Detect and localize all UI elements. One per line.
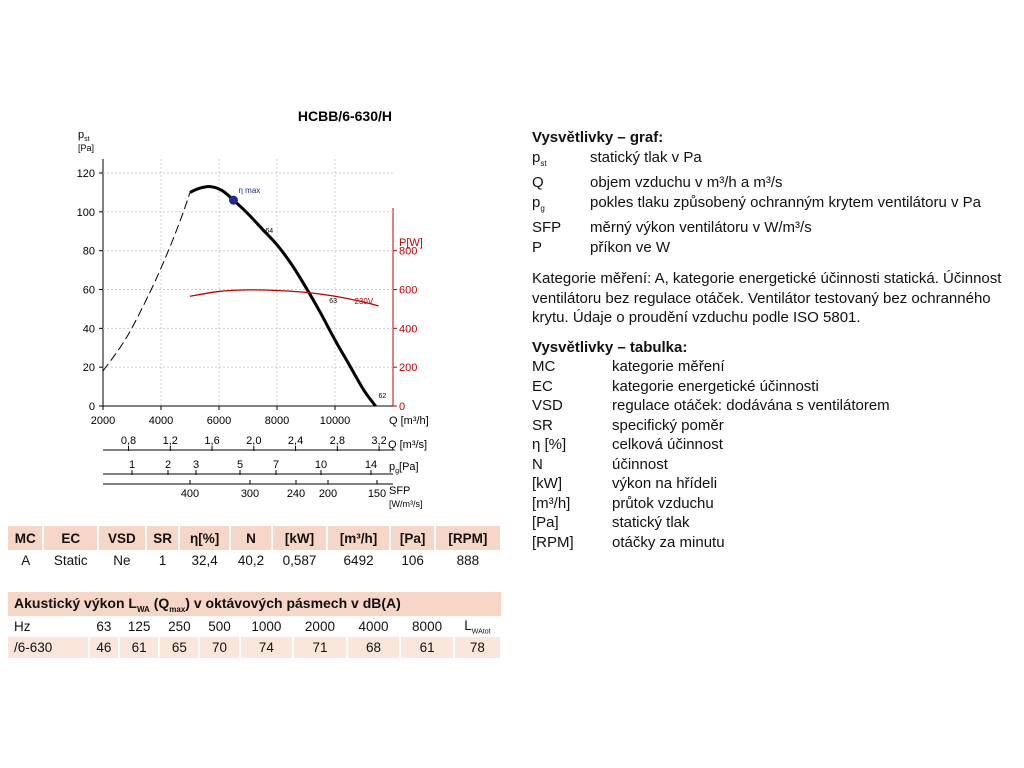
spec-value-cell: Static	[53, 553, 88, 568]
y2-tick-label: 200	[399, 362, 418, 375]
legend-table-item	[532, 396, 1012, 416]
legend-graph-item	[532, 238, 1012, 258]
q-m3s-tick-label: 2,4	[287, 435, 304, 447]
legend-symbol: N	[532, 455, 543, 473]
legend-description: příkon ve W	[590, 238, 671, 256]
spec-header-cell: [RPM]	[435, 526, 501, 550]
spec-value-cell: 6492	[343, 553, 374, 568]
eta-max-marker	[230, 196, 238, 204]
spec-header-cell: EC	[43, 526, 97, 550]
legend-symbol: [kW]	[532, 475, 562, 492]
sfp-axis-unit: [W/m³/s]	[389, 499, 423, 509]
q-m3s-tick-label: 1,2	[162, 435, 178, 447]
spec-header-cell: [Pa]	[390, 526, 434, 550]
spec-value-cell: 1	[158, 553, 167, 568]
y-axis-label: $p_{st}$	[78, 129, 90, 143]
legend-table-item	[532, 513, 1012, 533]
spec-value-cell: 888	[456, 553, 480, 568]
sound-value: 68	[347, 637, 401, 658]
spec-value-cell: 106	[401, 553, 424, 568]
legend-table-item	[532, 416, 1012, 436]
legend-symbol: [RPM]	[532, 533, 574, 551]
spec-header-cell: VSD	[98, 526, 146, 550]
legend-symbol: $p_g$	[532, 193, 545, 213]
sound-value: 71	[293, 637, 347, 658]
legend-graph-item	[532, 218, 1012, 238]
legend-paragraph: Kategorie měření: A, kategorie energetické účinnosti statická. Účinnost ventilátoru bez regulace otáček. Ventilátor testovaný bez ochranného krytu. Údaje o proudění vzduchu podle ISO 5801.	[532, 270, 1002, 326]
spec-header-cell: SR	[146, 526, 179, 550]
pg-axis-label: $p_g[Pa]$	[389, 461, 419, 475]
legend-table-item	[532, 357, 1012, 377]
sound-value: 61	[119, 637, 159, 658]
sound-value: 78	[454, 637, 501, 658]
legend-description: výkon na hřídeli	[612, 475, 718, 492]
pg-tick-label: 2	[164, 459, 172, 471]
sound-row-label: /6-630	[8, 637, 89, 658]
sound-value: 46	[89, 637, 119, 658]
legend-panel	[532, 128, 1012, 552]
sound-table	[8, 592, 502, 658]
y-tick-label: 0	[88, 401, 95, 413]
legend-description: pokles tlaku způsobený ochranným krytem ventilátoru v Pa	[590, 193, 982, 211]
legend-symbol: η [%]	[532, 436, 567, 453]
spec-table	[8, 526, 502, 571]
spec-table-header	[8, 526, 501, 550]
sound-band: 2000	[304, 619, 335, 634]
x-tick-label: 2000	[90, 415, 116, 427]
sound-band: 250	[168, 619, 191, 634]
sfp-tick-label: 400	[180, 488, 200, 500]
legend-description: statický tlak v Pa	[590, 148, 702, 166]
pressure-curve	[190, 187, 376, 406]
legend-symbol: [Pa]	[532, 514, 559, 531]
sfp-tick-label: 200	[318, 488, 338, 500]
legend-description: průtok vzduchu	[612, 494, 714, 512]
sound-band: 125	[127, 619, 151, 634]
legend-symbol: MC	[532, 358, 556, 375]
q-m3s-tick-label: 0,8	[120, 435, 137, 447]
sound-band: 63	[96, 619, 112, 634]
pg-tick-label: 10	[314, 459, 328, 471]
sound-table-row	[8, 637, 501, 658]
eta-max-label: η max	[238, 186, 261, 196]
legend-table-item	[532, 494, 1012, 514]
pg-tick-label: 7	[272, 459, 280, 471]
x-tick-label: 8000	[264, 415, 290, 427]
sfp-tick-label: 240	[286, 488, 306, 500]
sound-value: 74	[240, 637, 294, 658]
pg-tick-label: 14	[364, 459, 378, 471]
series-label: 230V	[354, 297, 374, 307]
sound-total-label: $L_{WAtot}$	[464, 617, 491, 636]
legend-symbol: P	[532, 238, 543, 256]
legend-table-item	[532, 533, 1012, 553]
sound-table-title: Akustický výkon $L_{WA}$ $(Q_{max})$ v oktávových pásmech v dB(A)	[14, 594, 401, 614]
x-tick-label: 10000	[319, 415, 351, 427]
y2-axis-label: P[W]	[399, 237, 423, 249]
y-tick-label: 20	[82, 362, 95, 375]
q-m3s-tick-label: 2,8	[329, 435, 345, 447]
legend-symbol: SFP	[532, 219, 562, 236]
pg-tick-label: 5	[236, 459, 244, 471]
y2-tick-label: 400	[399, 323, 418, 336]
legend-symbol: SR	[532, 416, 553, 434]
legend-table-item	[532, 435, 1012, 455]
y2-tick-label: 600	[399, 284, 418, 297]
pg-tick-label: 3	[192, 459, 200, 471]
y-axis-unit: [Pa]	[78, 143, 95, 153]
efficiency-label: 62	[378, 393, 387, 401]
legend-description: specifický poměr	[612, 416, 724, 434]
legend-description: kategorie energetické účinnosti	[612, 377, 819, 395]
chart-title: HCBB/6-630/H	[297, 108, 392, 124]
legend-symbol: $p_{st}$	[532, 148, 547, 168]
spec-header-cell: [m³/h]	[327, 526, 391, 550]
chart-series	[103, 187, 379, 406]
spec-header-cell: MC	[8, 526, 43, 550]
legend-symbol: EC	[532, 377, 553, 395]
sfp-tick-label: 150	[367, 488, 387, 500]
y-tick-label: 40	[82, 323, 95, 336]
sound-band: 8000	[412, 619, 443, 634]
spec-header-cell: N	[230, 526, 272, 550]
legend-description: celková účinnost	[612, 436, 723, 453]
y-tick-label: 120	[76, 168, 95, 180]
legend-description: kategorie měření	[612, 358, 725, 375]
legend-symbol: Q	[532, 174, 544, 191]
legend-graph-title: Vysvětlivky – graf:	[532, 129, 664, 146]
legend-description: statický tlak	[612, 514, 690, 531]
y-tick-label: 100	[76, 206, 95, 219]
pressure-curve-dashed	[103, 192, 190, 371]
q-m3s-tick-label: 2,0	[246, 435, 262, 447]
x-axis-label: Q [m³/h]	[389, 415, 429, 427]
spec-table-row	[8, 550, 501, 571]
sound-table-bands	[8, 616, 501, 637]
y-tick-label: 60	[82, 284, 95, 297]
legend-description: účinnost	[612, 455, 668, 473]
efficiency-label: 63	[329, 298, 337, 306]
legend-description: objem vzduchu v m³/h a m³/s	[590, 174, 783, 191]
sfp-axis-label: SFP	[389, 485, 411, 497]
spec-value-cell: 0,587	[282, 553, 317, 568]
sfp-tick-label: 300	[240, 488, 260, 500]
sound-value: 65	[159, 637, 199, 658]
spec-header-cell: [kW]	[272, 526, 327, 550]
sound-band: 1000	[251, 619, 282, 634]
sound-value: 61	[400, 637, 454, 658]
legend-description: regulace otáček: dodávána s ventilátorem	[612, 397, 890, 414]
y-tick-label: 80	[82, 245, 95, 258]
legend-table-title: Vysvětlivky – tabulka:	[532, 338, 688, 356]
spec-value-cell: 40,2	[237, 553, 265, 568]
spec-value-cell: A	[21, 553, 31, 568]
sound-band: 4000	[358, 619, 389, 634]
fan-curve-chart	[0, 0, 520, 520]
y2-tick-label: 800	[399, 245, 418, 258]
legend-table-item	[532, 377, 1012, 397]
q-m3s-axis-label: Q [m³/s]	[388, 439, 428, 451]
legend-description: otáčky za minutu	[612, 533, 725, 551]
spec-value-cell: 32,4	[191, 553, 218, 568]
efficiency-label: 64	[265, 228, 274, 236]
legend-description: měrný výkon ventilátoru v W/m³/s	[590, 219, 812, 236]
sound-band: 500	[208, 619, 231, 634]
legend-graph-item	[532, 173, 1012, 193]
legend-symbol: VSD	[532, 397, 563, 414]
legend-graph-item	[532, 148, 1012, 174]
power-curve-230v	[190, 290, 379, 306]
spec-header-cell: η[%]	[179, 526, 229, 550]
x-tick-label: 4000	[148, 415, 174, 427]
spec-value-cell: Ne	[113, 553, 131, 568]
legend-table-item	[532, 474, 1012, 494]
sound-value: 70	[199, 637, 239, 658]
legend-graph-item	[532, 193, 1012, 219]
pg-tick-label: 1	[128, 459, 136, 471]
y2-tick-label: 0	[399, 401, 406, 413]
sound-band-label: Hz	[14, 619, 31, 634]
q-m3s-tick-label: 1,6	[204, 435, 220, 447]
legend-table-item	[532, 455, 1012, 475]
legend-symbol: [m³/h]	[532, 494, 571, 512]
x-tick-label: 6000	[206, 415, 232, 427]
q-m3s-tick-label: 3,2	[371, 435, 387, 447]
